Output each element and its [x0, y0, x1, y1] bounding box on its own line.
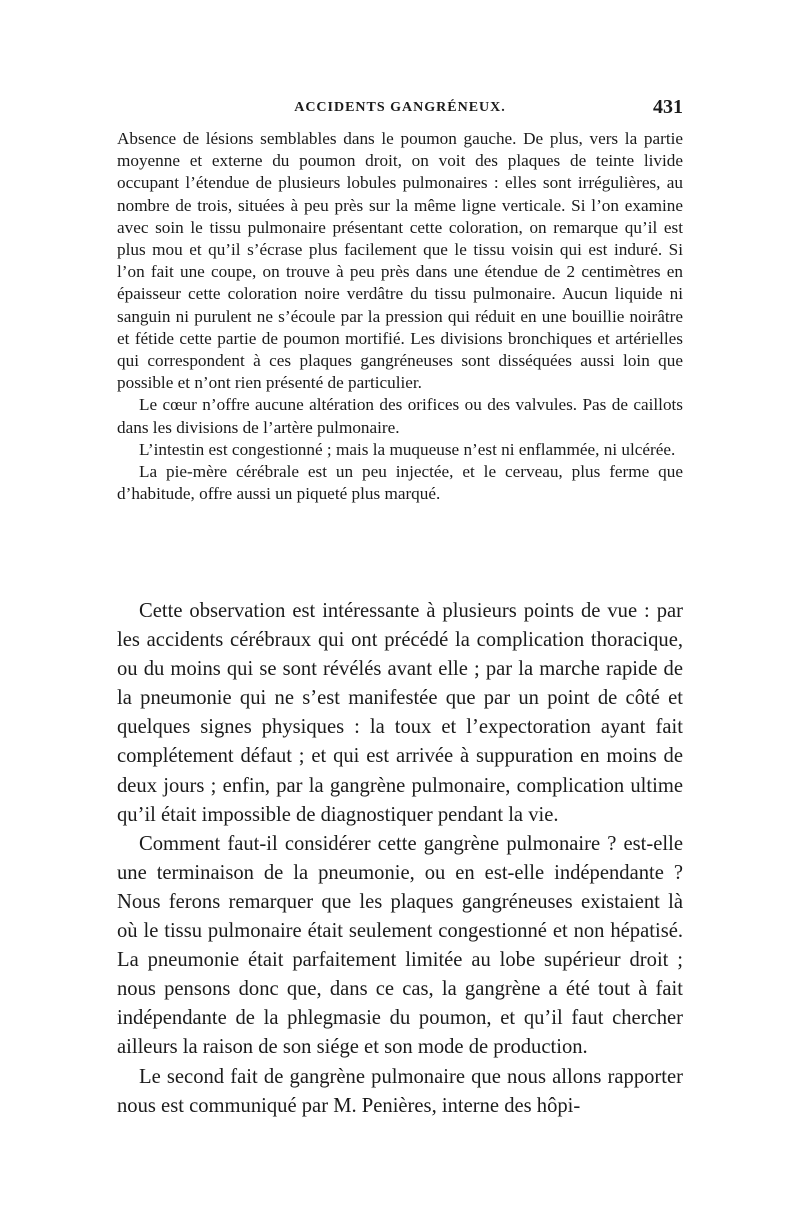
observation-text-block: [117, 128, 683, 505]
commentary-text-block: [117, 597, 683, 1121]
running-title: ACCIDENTS GANGRÉNEUX.: [294, 100, 506, 115]
observation-paragraph-heart: Le cœur n’offre aucune altération des orifices ou des valvules. Pas de caillots dans les divisions de l’artère pulmonaire.: [117, 395, 683, 437]
observation-paragraph-brain: La pie-mère cérébrale est un peu injectée, et le cerveau, plus ferme que d’habitude, offre aussi un piqueté plus marqué.: [117, 462, 683, 504]
page-number: 431: [653, 96, 683, 118]
commentary-paragraph-gangrene-question: Comment faut-il considérer cette gangrène pulmonaire ? est-elle une terminaison de la pneumonie, ou en est-elle indépendante ? Nous ferons remarquer que les plaques gangréneuses existaient là où le tissu pulmonaire était seulement congestionné et non hépatisé. La pneumonie était parfaitement limitée au lobe supérieur droit ; nous pensons donc que, dans ce cas, la gangrène a été tout à fait indépendante de la phlegmasie du poumon, et qu’il faut chercher ailleurs la raison de son siége et son mode de production.: [117, 832, 683, 1059]
observation-paragraph-lungs: Absence de lésions semblables dans le poumon gauche. De plus, vers la partie moyenne et externe du poumon droit, on voit des plaques de teinte livide occupant l’étendue de plusieurs lobules pulmonaires : elles sont irrégulières, au nombre de trois, situées à peu près sur la même ligne verticale. Si l’on examine avec soin le tissu pulmonaire présentant cette coloration, on remarque qu’il est plus mou et qu’il s’écrase plus facilement que le tissu voisin qui est induré. Si l’on fait une coupe, on trouve à peu près dans une étendue de 2 centimètres en épaisseur cette coloration noire verdâtre du tissu pulmonaire. Aucun liquide ni sanguin ni purulent ne s’écoule par la pression qui réduit en une bouillie noirâtre et fétide cette partie de poumon mortifié. Les divisions bronchiques et artérielles qui correspondent à ces plaques gangréneuses sont disséquées aussi loin que possible et n’ont rien présenté de particulier.: [117, 129, 683, 393]
commentary-paragraph-second-case: Le second fait de gangrène pulmonaire que nous allons rapporter nous est communiqué par M. Penières, interne des hôpi-: [117, 1065, 683, 1117]
observation-paragraph-intestine: L’intestin est congestionné ; mais la muqueuse n’est ni enflammée, ni ulcérée.: [139, 439, 676, 459]
commentary-paragraph-interest: Cette observation est intéressante à plusieurs points de vue : par les accidents cérébraux qui ont précédé la complication thoracique, ou du moins qui se sont révélés avant elle ; par la marche rapide de la pneumonie qui ne s’est manifestée que par un point de côté et quelques signes physiques : la toux et l’expectoration ayant fait complétement défaut ; et qui est arrivée à suppuration en moins de deux jours ; enfin, par la gangrène pulmonaire, complication ultime qu’il était impossible de diagnostiquer pendant la vie.: [117, 600, 683, 826]
running-head: [117, 96, 683, 120]
